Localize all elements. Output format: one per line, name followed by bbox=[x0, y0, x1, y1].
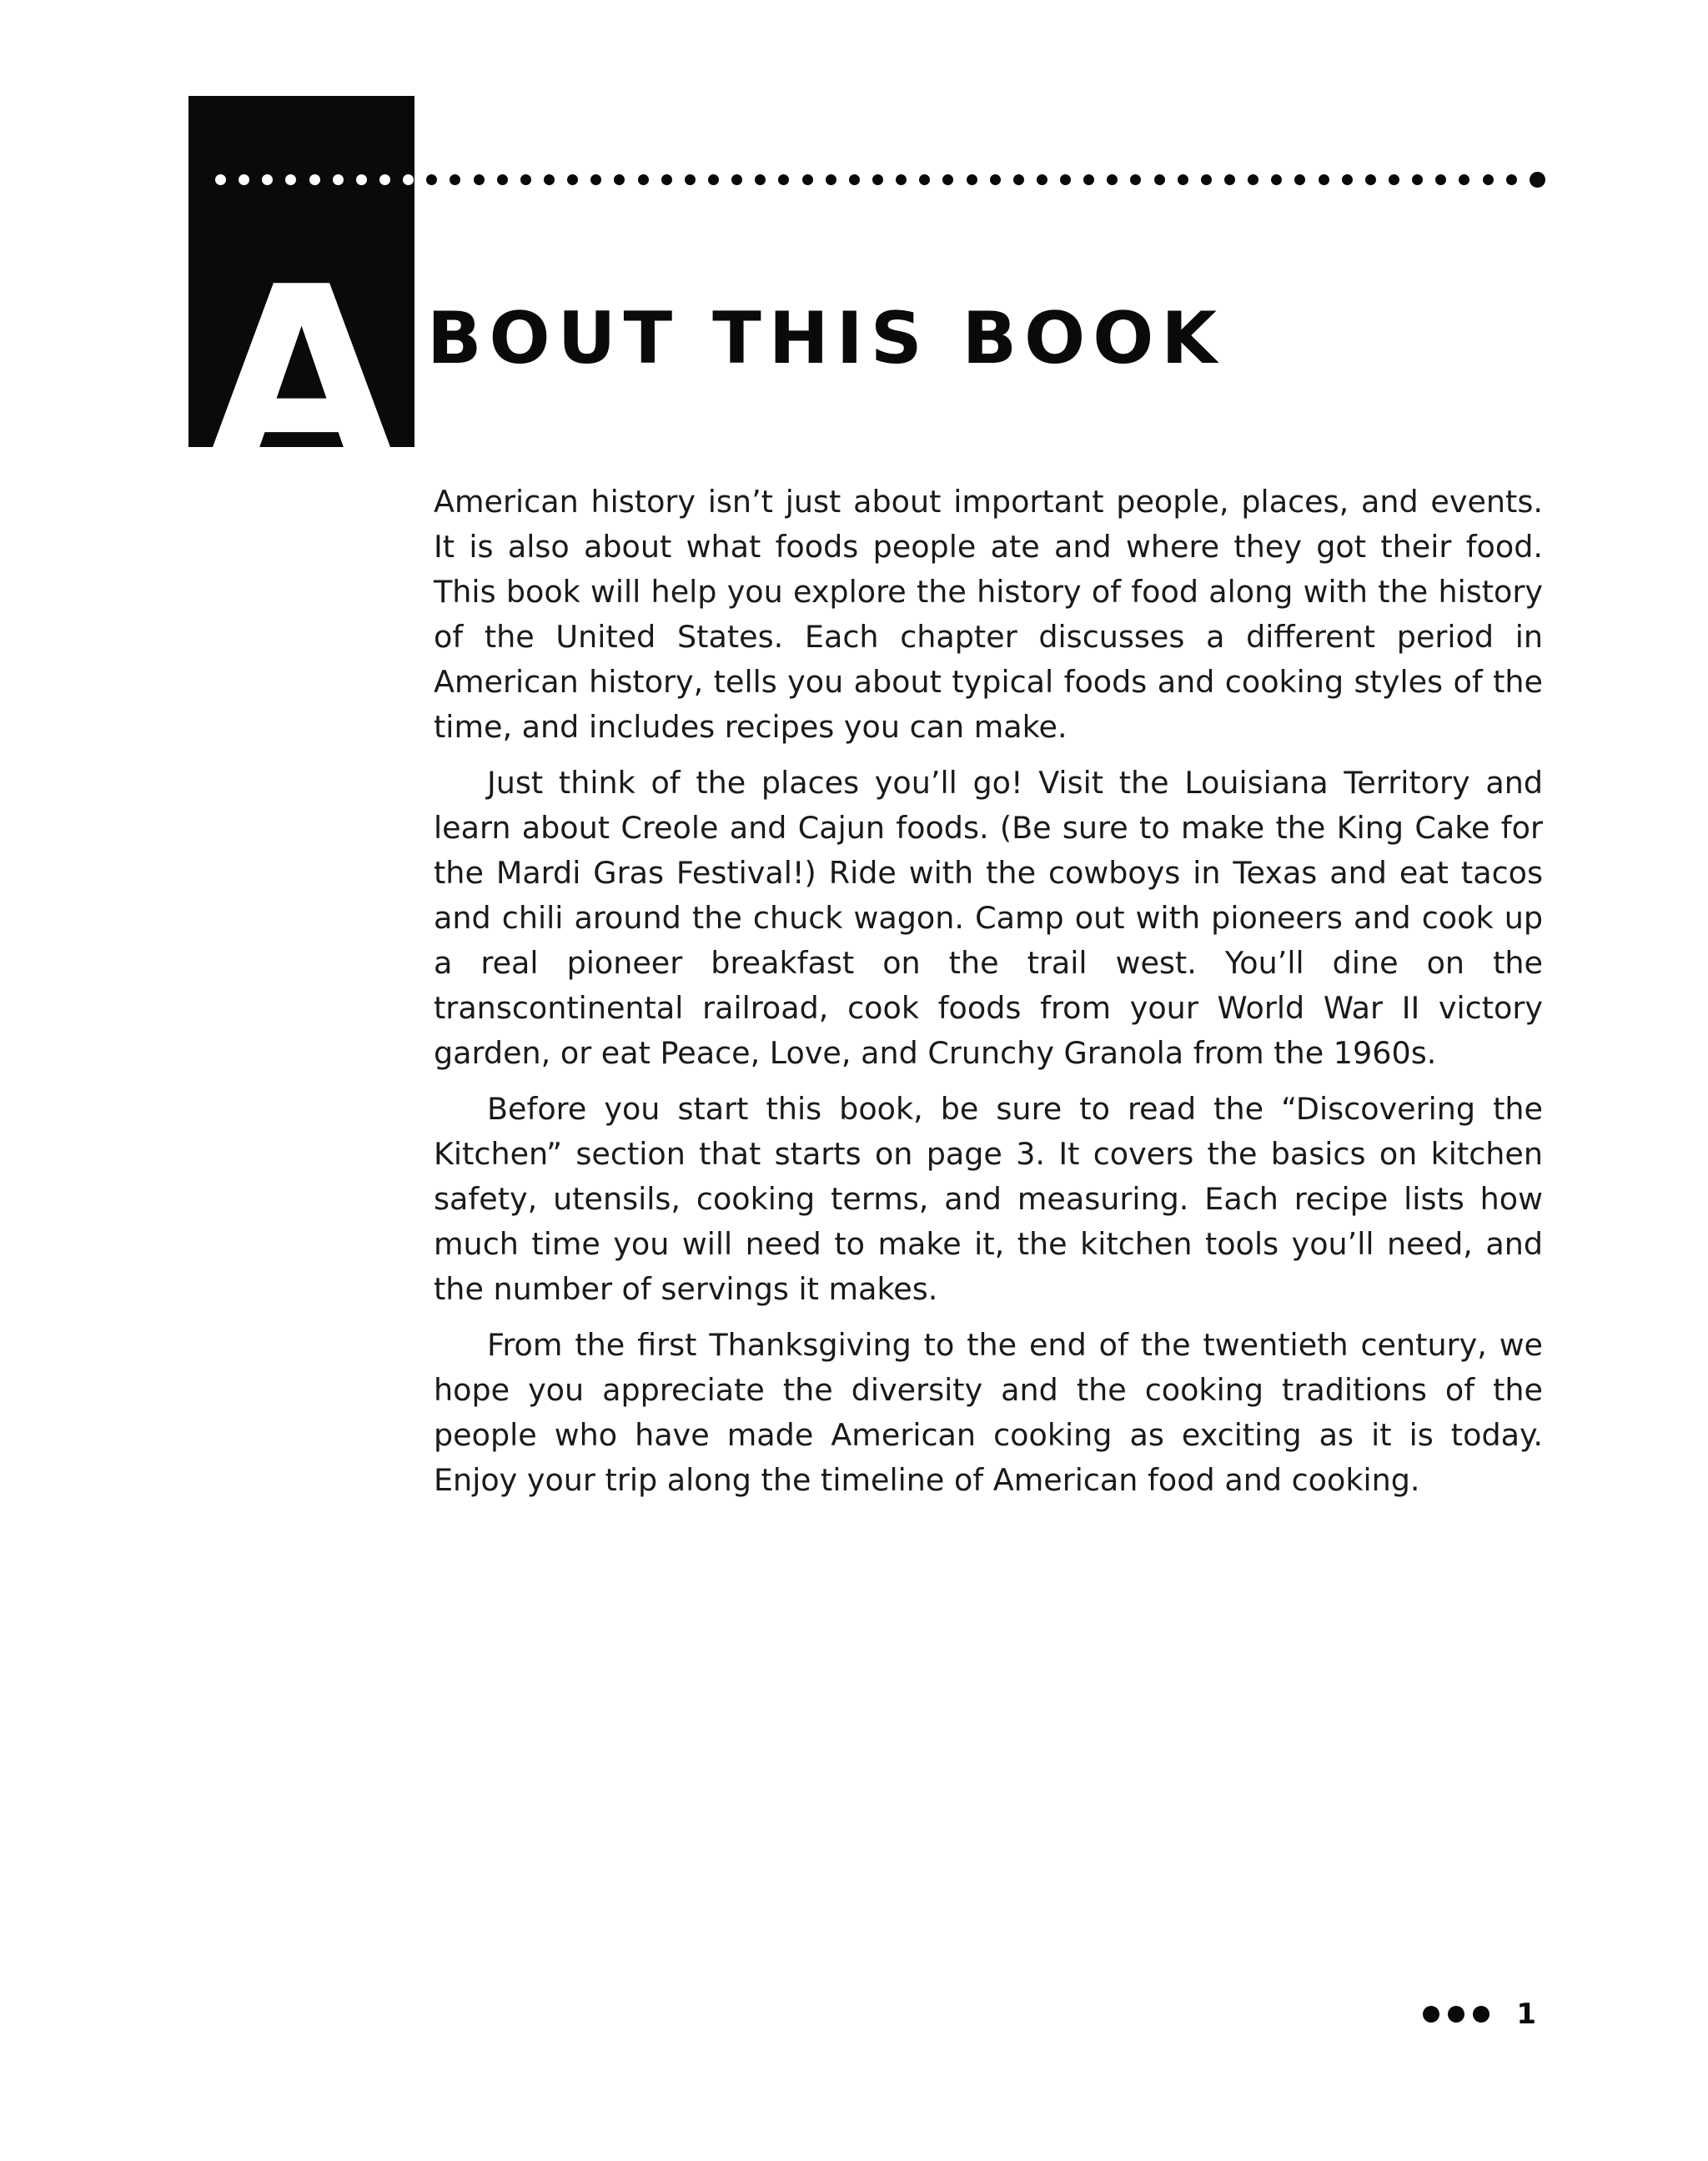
dot-icon bbox=[967, 174, 977, 185]
dot-icon bbox=[285, 174, 296, 185]
dot-icon bbox=[802, 174, 813, 185]
dot-icon bbox=[403, 174, 414, 185]
dot-icon bbox=[1037, 174, 1047, 185]
dot-icon bbox=[1435, 174, 1446, 185]
dot-icon bbox=[309, 174, 320, 185]
dot-icon bbox=[239, 174, 249, 185]
dot-icon bbox=[849, 174, 860, 185]
dot-icon bbox=[708, 174, 719, 185]
dot-icon bbox=[590, 174, 601, 185]
dot-icon bbox=[731, 174, 742, 185]
dot-icon bbox=[1294, 174, 1305, 185]
dot-icon bbox=[826, 174, 836, 185]
page-number: 1 bbox=[1516, 1998, 1536, 2031]
dot-icon bbox=[919, 174, 930, 185]
dot-icon bbox=[356, 174, 367, 185]
dot-icon bbox=[1060, 174, 1071, 185]
dot-icon bbox=[685, 174, 696, 185]
dot-icon bbox=[1083, 174, 1094, 185]
dot-icon bbox=[520, 174, 531, 185]
dot-icon bbox=[215, 174, 226, 185]
paragraph: From the first Thanksgiving to the end of the twentieth century, we hope you appreciate the diversity and the cooking traditions of the people who have made American cooking as exciting as it is today. Enjoy your trip along the timeline of American food and cooking. bbox=[434, 1327, 1543, 1498]
dot-icon bbox=[474, 174, 485, 185]
dot-icon bbox=[1107, 174, 1118, 185]
dot-icon bbox=[1342, 174, 1353, 185]
dot-icon bbox=[638, 174, 649, 185]
dot-icon bbox=[614, 174, 625, 185]
dot-icon bbox=[1412, 174, 1423, 185]
dot-icon bbox=[379, 174, 390, 185]
footer-dot-icon bbox=[1448, 2006, 1464, 2023]
dot-icon bbox=[497, 174, 508, 185]
dot-icon bbox=[755, 174, 766, 185]
body-text bbox=[434, 480, 1543, 1514]
paragraph: Just think of the places you’ll go! Visit the Louisiana Territory and learn about Creole and Cajun foods. (Be sure to make the King Cake for the Mardi Gras Festival!) Ride with the cowboys in Texas and eat tacos and chili around the chuck wagon. Camp out with pioneers and cook up a real pioneer breakfast on the trail west. You’ll dine on the transcontinental railroad, cook foods from your World War II victory garden, or eat Peace, Love, and Crunchy Granola from the 1960s. bbox=[434, 765, 1543, 1071]
dot-icon bbox=[1248, 174, 1258, 185]
dot-icon bbox=[1530, 172, 1545, 188]
chapter-drop-cap-block bbox=[188, 96, 414, 525]
dot-icon bbox=[1459, 174, 1469, 185]
dot-icon bbox=[1224, 174, 1235, 185]
dot-icon bbox=[1201, 174, 1212, 185]
chapter-drop-cap: A bbox=[204, 234, 399, 525]
dot-icon bbox=[1178, 174, 1188, 185]
dot-icon bbox=[544, 174, 555, 185]
dot-icon bbox=[1365, 174, 1376, 185]
dot-icon bbox=[896, 174, 907, 185]
dot-icon bbox=[990, 174, 1001, 185]
footer-dot-icon bbox=[1423, 2006, 1439, 2023]
dot-icon bbox=[262, 174, 273, 185]
page-footer bbox=[1423, 1998, 1536, 2031]
dot-icon bbox=[1483, 174, 1494, 185]
dot-icon bbox=[778, 174, 789, 185]
dot-icon bbox=[942, 174, 953, 185]
chapter-title: BOUT THIS BOOK bbox=[427, 297, 1225, 380]
dot-icon bbox=[1013, 174, 1024, 185]
dotted-rule bbox=[215, 167, 1545, 192]
dot-icon bbox=[333, 174, 344, 185]
dot-icon bbox=[567, 174, 578, 185]
dot-icon bbox=[872, 174, 883, 185]
dot-icon bbox=[1130, 174, 1141, 185]
dot-icon bbox=[1389, 174, 1399, 185]
dot-icon bbox=[1271, 174, 1282, 185]
footer-dot-icon bbox=[1473, 2006, 1489, 2023]
paragraph: American history isn’t just about important people, places, and events. It is also about what foods people ate and where they got their food. This book will help you explore the history of food along with the history of the United States. Each chapter discusses a different period in American history, tells you about typical foods and cooking styles of the time, and includes recipes you can make. bbox=[434, 484, 1543, 745]
dot-icon bbox=[661, 174, 672, 185]
dot-icon bbox=[426, 174, 437, 185]
dot-icon bbox=[1506, 174, 1517, 185]
dot-icon bbox=[450, 174, 460, 185]
dot-icon bbox=[1319, 174, 1329, 185]
paragraph: Before you start this book, be sure to read the “Discovering the Kitchen” section that starts on page 3. It covers the basics on kitchen safety, utensils, cooking terms, and measuring. Each recipe lists how much time you will need to make it, the kitchen tools you’ll need, and the number of servings it makes. bbox=[434, 1091, 1543, 1307]
dot-icon bbox=[1154, 174, 1165, 185]
